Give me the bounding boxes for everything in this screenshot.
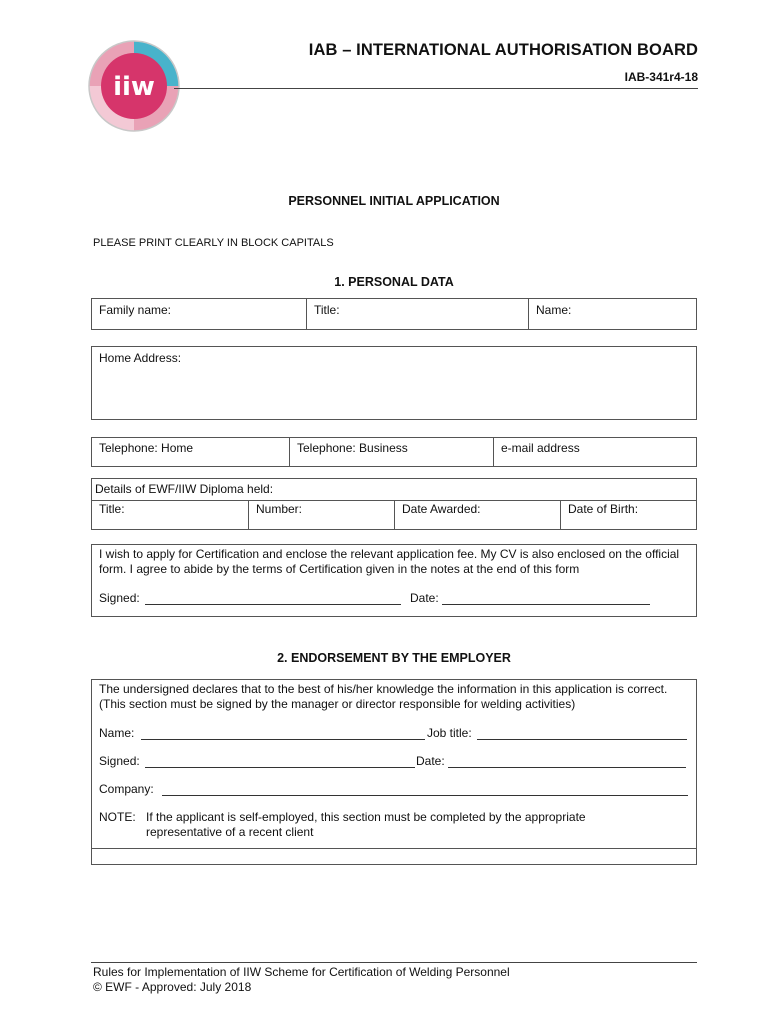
section-2-heading: 2. ENDORSEMENT BY THE EMPLOYER bbox=[277, 651, 511, 665]
page-title: IAB – INTERNATIONAL AUTHORISATION BOARD bbox=[308, 41, 698, 59]
employer-declaration-text: The undersigned declares that to the best of his/her knowledge the information in this application is correct. (This section must be signed by the manager or director responsible for welding activities) bbox=[99, 682, 668, 711]
footer-line-1: Rules for Implementation of IIW Scheme for Certification of Welding Personnel bbox=[93, 965, 510, 979]
footer-line-2: © EWF - Approved: July 2018 bbox=[93, 980, 252, 994]
employer-endorsement-box bbox=[91, 679, 697, 865]
endorsement-bottom-divider bbox=[92, 848, 696, 849]
date-awarded-field[interactable] bbox=[394, 500, 560, 529]
diploma-number-label: Number: bbox=[256, 502, 303, 516]
telephone-home-field[interactable]: Telephone: Home bbox=[99, 441, 194, 455]
email-field[interactable] bbox=[493, 438, 696, 466]
note-label: NOTE: bbox=[99, 810, 136, 824]
logo-text: iiw bbox=[113, 72, 155, 102]
diploma-row bbox=[92, 500, 696, 529]
name-row bbox=[91, 298, 697, 330]
header-divider bbox=[174, 88, 698, 89]
email-label: e-mail address bbox=[501, 441, 580, 455]
section-1-heading: 1. PERSONAL DATA bbox=[334, 275, 454, 289]
applicant-date-line[interactable] bbox=[442, 604, 650, 605]
telephone-business-label: Telephone: Business bbox=[297, 441, 408, 455]
date-of-birth-field[interactable] bbox=[560, 500, 696, 529]
employer-date-line[interactable] bbox=[448, 767, 686, 768]
job-title-line[interactable] bbox=[477, 739, 687, 740]
employer-name-label: Name: bbox=[99, 726, 135, 740]
applicant-signature-line[interactable] bbox=[145, 604, 401, 605]
applicant-declaration-box bbox=[91, 544, 697, 617]
form-instruction: PLEASE PRINT CLEARLY IN BLOCK CAPITALS bbox=[93, 237, 334, 249]
diploma-label: Details of EWF/IIW Diploma held: bbox=[95, 482, 274, 496]
job-title-label: Job title: bbox=[427, 726, 472, 740]
employer-signed-label: Signed: bbox=[99, 754, 140, 768]
company-label: Company: bbox=[99, 782, 154, 796]
home-address-field[interactable] bbox=[91, 346, 697, 420]
name-field[interactable] bbox=[528, 299, 696, 329]
iiw-logo bbox=[86, 38, 182, 134]
footer-divider bbox=[91, 962, 697, 963]
name-label: Name: bbox=[536, 303, 572, 317]
note-text: If the applicant is self-employed, this section must be completed by the appropriate representative of a recent client bbox=[146, 810, 586, 839]
employer-signature-line[interactable] bbox=[145, 767, 415, 768]
form-title: PERSONNEL INITIAL APPLICATION bbox=[288, 194, 500, 208]
home-address-label: Home Address: bbox=[99, 351, 182, 365]
applicant-signed-label: Signed: bbox=[99, 591, 140, 605]
document-code: IAB-341r4-18 bbox=[624, 70, 698, 84]
date-of-birth-label: Date of Birth: bbox=[568, 502, 639, 516]
diploma-title-field[interactable]: Title: bbox=[99, 502, 125, 516]
company-line[interactable] bbox=[162, 795, 688, 796]
title-label: Title: bbox=[314, 303, 340, 317]
title-field[interactable] bbox=[306, 299, 528, 329]
family-name-field[interactable]: Family name: bbox=[99, 303, 172, 317]
diploma-table bbox=[91, 478, 697, 530]
contact-row bbox=[91, 437, 697, 467]
telephone-business-field[interactable] bbox=[289, 438, 493, 466]
applicant-date-label: Date: bbox=[410, 591, 439, 605]
employer-name-line[interactable] bbox=[141, 739, 425, 740]
date-awarded-label: Date Awarded: bbox=[402, 502, 481, 516]
applicant-declaration-text: I wish to apply for Certification and enclose the relevant application fee. My CV is also enclosed on the official form. I agree to abide by the terms of Certification given in the notes at the end of this form bbox=[99, 547, 680, 576]
diploma-number-field[interactable] bbox=[248, 500, 394, 529]
employer-date-label: Date: bbox=[416, 754, 445, 768]
